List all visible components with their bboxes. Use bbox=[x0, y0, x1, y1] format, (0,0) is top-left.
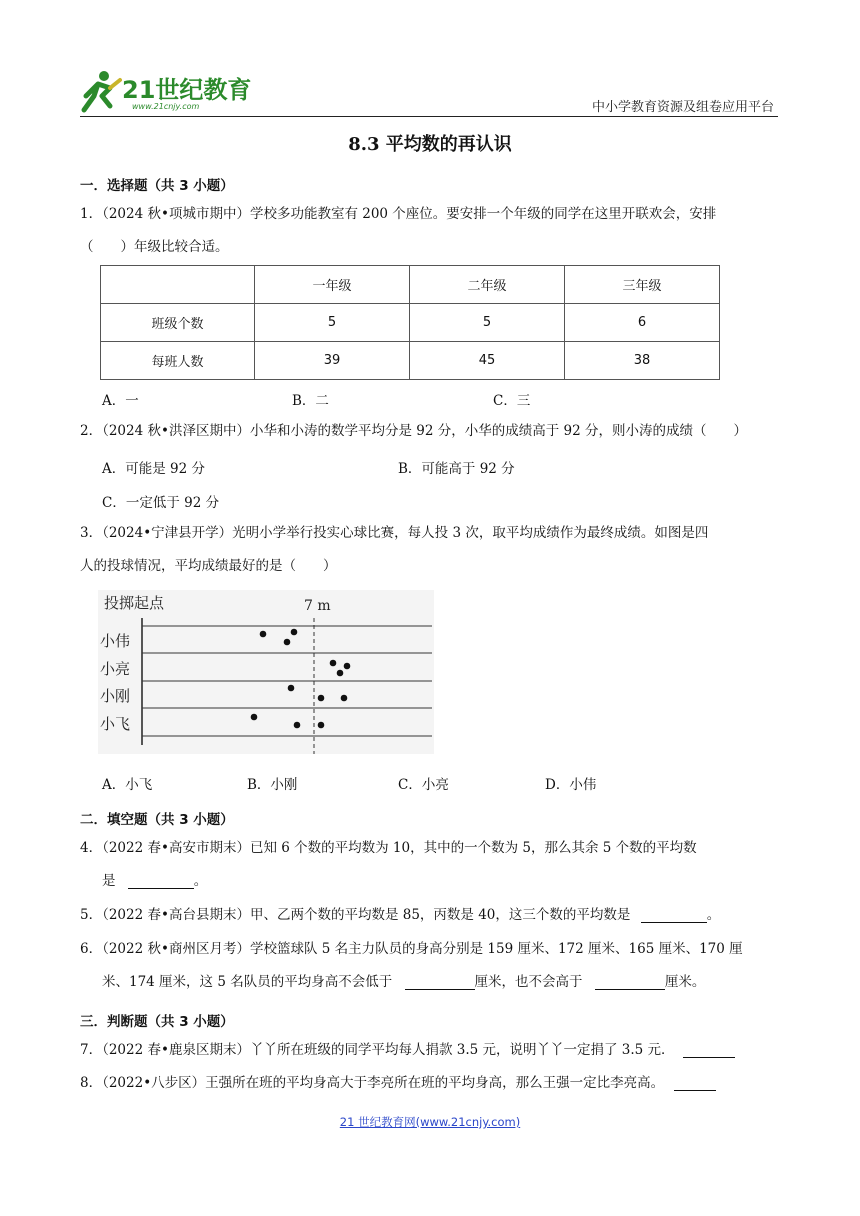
throw-dot bbox=[318, 722, 325, 729]
throw-dot bbox=[288, 685, 295, 692]
throw-dot bbox=[251, 714, 258, 721]
question-1-line2: （ ）年级比较合适。 bbox=[80, 239, 229, 255]
question-1-option-a[interactable]: A．一 bbox=[102, 393, 139, 409]
answer-blank-6a[interactable] bbox=[405, 975, 475, 990]
table-cell: 每班人数 bbox=[101, 342, 255, 380]
question-3-option-d[interactable]: D．小伟 bbox=[545, 777, 597, 793]
header-divider bbox=[80, 116, 778, 117]
answer-blank-7[interactable] bbox=[683, 1043, 735, 1058]
question-1-option-c[interactable]: C．三 bbox=[493, 393, 531, 409]
throw-dot bbox=[341, 695, 348, 702]
mark-label: 7 m bbox=[304, 598, 331, 614]
question-6-line1: 6．（2022 秋•商州区月考）学校篮球队 5 名主力队员的身高分别是 159 厘米、172 厘米、165 厘米、170 厘 bbox=[80, 941, 743, 957]
question-2-option-c[interactable]: C．一定低于 92 分 bbox=[102, 495, 220, 511]
question-1-option-b[interactable]: B．二 bbox=[292, 393, 329, 409]
question-2-line1: 2．（2024 秋•洪泽区期中）小华和小涛的数学平均分是 92 分，小华的成绩高于 92 分，则小涛的成绩（ ） bbox=[80, 423, 747, 439]
question-5-suffix: 。 bbox=[706, 907, 721, 923]
answer-blank-6b[interactable] bbox=[595, 975, 665, 990]
throw-dot bbox=[291, 629, 298, 636]
throw-results-figure bbox=[98, 590, 434, 754]
table-cell: 二年级 bbox=[410, 266, 565, 304]
table-cell: 39 bbox=[255, 342, 410, 380]
table-cell: 6 bbox=[565, 304, 720, 342]
question-6-part-b: 厘米，也不会高于 bbox=[474, 974, 583, 990]
logo-url: www.21cnjy.com bbox=[132, 102, 200, 111]
answer-blank-4[interactable] bbox=[128, 874, 194, 889]
question-7-text: 7．（2022 春•鹿泉区期末）丫丫所在班级的同学平均每人捐款 3.5 元，说明丫丫一定捐了 3.5 元． bbox=[80, 1042, 675, 1058]
question-4-line1: 4．（2022 春•高安市期末）已知 6 个数的平均数为 10，其中的一个数为 5，那么其余 5 个数的平均数 bbox=[80, 840, 697, 856]
throw-dot bbox=[294, 722, 301, 729]
table-row bbox=[101, 342, 720, 380]
table-cell bbox=[101, 266, 255, 304]
name-label: 小伟 bbox=[100, 632, 131, 650]
question-4-line2 bbox=[102, 873, 207, 889]
question-3-line2: 人的投球情况，平均成绩最好的是（ ） bbox=[80, 558, 337, 574]
throw-dot bbox=[330, 660, 337, 667]
platform-label: 中小学教育资源及组卷应用平台 bbox=[591, 100, 774, 115]
question-5 bbox=[80, 907, 720, 923]
question-3-option-b[interactable]: B．小刚 bbox=[247, 777, 298, 793]
name-label: 小飞 bbox=[100, 715, 131, 733]
question-7 bbox=[80, 1042, 735, 1058]
table-cell: 三年级 bbox=[565, 266, 720, 304]
question-3-option-c[interactable]: C．小亮 bbox=[398, 777, 449, 793]
question-3-line1: 3．（2024•宁津县开学）光明小学举行投实心球比赛，每人投 3 次，取平均成绩作为最终成绩。如图是四 bbox=[80, 525, 709, 541]
question-1-line1: 1．（2024 秋•项城市期中）学校多功能教室有 200 个座位。要安排一个年级的同学在这里开联欢会，安排 bbox=[80, 206, 717, 222]
footer-link[interactable]: 21 世纪教育网(www.21cnjy.com) bbox=[339, 1115, 521, 1129]
page-title: 8.3 平均数的再认识 bbox=[348, 134, 512, 155]
section-heading-fill: 二．填空题（共 3 小题） bbox=[80, 812, 234, 828]
question-2-option-a[interactable]: A．可能是 92 分 bbox=[102, 461, 206, 477]
table-row bbox=[101, 304, 720, 342]
throw-dot bbox=[344, 663, 351, 670]
answer-blank-5[interactable] bbox=[641, 908, 707, 923]
table-cell: 5 bbox=[255, 304, 410, 342]
throw-dot bbox=[337, 670, 344, 677]
question-5-text: 5．（2022 春•高台县期末）甲、乙两个数的平均数是 85，丙数是 40，这三个数的平均数是 bbox=[80, 907, 631, 923]
throw-dot bbox=[318, 695, 325, 702]
footer bbox=[0, 1114, 860, 1130]
question-2-option-b[interactable]: B．可能高于 92 分 bbox=[398, 461, 515, 477]
question-4-prefix: 是 bbox=[102, 873, 116, 889]
throw-dot bbox=[260, 631, 267, 638]
table-cell: 班级个数 bbox=[101, 304, 255, 342]
logo-text: 21世纪教育 bbox=[122, 76, 252, 104]
table-cell: 一年级 bbox=[255, 266, 410, 304]
question-1-table bbox=[100, 265, 720, 380]
start-label: 投掷起点 bbox=[104, 594, 165, 612]
section-heading-choice: 一．选择题（共 3 小题） bbox=[80, 178, 234, 194]
table-row bbox=[101, 266, 720, 304]
question-8-text: 8．（2022•八步区）王强所在班的平均身高大于李亮所在班的平均身高，那么王强一定比李亮高。 bbox=[80, 1075, 665, 1091]
section-heading-judge: 三．判断题（共 3 小题） bbox=[80, 1014, 234, 1030]
question-8 bbox=[80, 1075, 716, 1091]
answer-blank-8[interactable] bbox=[674, 1076, 716, 1091]
table-cell: 45 bbox=[410, 342, 565, 380]
table-cell: 38 bbox=[565, 342, 720, 380]
question-6-line2 bbox=[102, 974, 705, 990]
throw-dot bbox=[284, 639, 291, 646]
name-label: 小刚 bbox=[100, 687, 131, 705]
question-4-suffix: 。 bbox=[193, 873, 208, 889]
question-3-option-a[interactable]: A．小飞 bbox=[102, 777, 153, 793]
question-6-part-c: 厘米。 bbox=[664, 974, 706, 990]
table-cell: 5 bbox=[410, 304, 565, 342]
name-label: 小亮 bbox=[100, 660, 131, 678]
question-6-part-a: 米、174 厘米，这 5 名队员的平均身高不会低于 bbox=[102, 974, 393, 990]
